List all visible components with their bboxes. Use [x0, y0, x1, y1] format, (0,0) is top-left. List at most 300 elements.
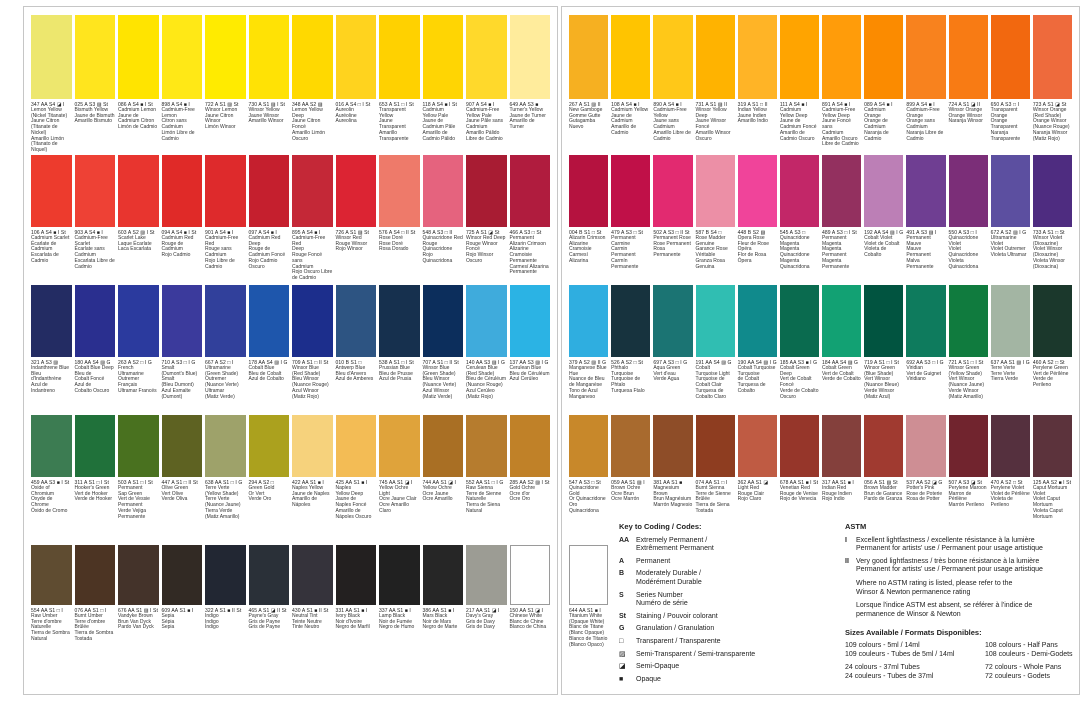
swatch-code: 609 AA S1 ■ I [161, 608, 194, 614]
chart-page-left [23, 6, 558, 695]
swatch-name-line: Carmesí Alizarina [569, 252, 589, 264]
swatch-name-line: (Matiz Verde) [422, 393, 453, 400]
swatch-name-line: Azul de Indantreno [31, 382, 55, 394]
colour-swatch [118, 545, 159, 605]
swatch-name-line: Aureolina [335, 118, 357, 125]
swatch-cell [336, 155, 377, 282]
swatch-name-line: Violeta de Cobalto [864, 246, 887, 259]
swatch-name-line: Vert Olive [161, 490, 184, 497]
colour-swatch [780, 155, 819, 227]
colour-swatch [696, 155, 735, 227]
swatch-name-line: Jaune de [118, 112, 139, 119]
swatch-name-line: Brûlée [695, 496, 710, 503]
swatch-name-line: Amarillo Pálido [466, 129, 500, 136]
swatch-code: 322 A S1 ■ II St [205, 608, 242, 614]
swatch-name-line: Rouge Clair [737, 490, 765, 497]
swatch-name-line: Cerulean Blue [466, 365, 498, 371]
swatch-name-line: Cobalt Green [822, 365, 852, 371]
swatch-name-line: Amarillo de Nápoles [292, 496, 318, 509]
swatch-name-line: Pardo de Granza [864, 496, 903, 503]
swatch-cell [118, 155, 159, 282]
swatch-name-line: (Nuance Rouge) [466, 382, 503, 389]
swatch-name-line: Jaune de Bismuth [74, 112, 115, 119]
swatch-name-line: Manganeso [569, 393, 596, 400]
swatch-cell [864, 155, 903, 270]
swatch-cell [653, 285, 692, 400]
swatch-name-line: Light Red [737, 485, 760, 491]
swatch-name-line: Aureolin [335, 107, 354, 113]
swatch-code: 425 AA S1 ■ I [335, 480, 368, 486]
swatch-name-line: Hooker's Green [74, 485, 110, 491]
swatch-name-line: Brown Ochre [611, 485, 641, 491]
swatch-cell [510, 285, 551, 400]
swatch-name-line: Rouge Foncé sans [292, 252, 323, 264]
colour-swatch [466, 545, 507, 605]
swatch-name-line: Verde de Cobalto [822, 376, 861, 383]
swatch-name-line: (Matiz Azul) [864, 393, 891, 400]
swatch-name-line: Permanent [509, 235, 534, 241]
swatch-name-line: Bleu d'Anvers [335, 370, 367, 377]
colour-swatch [249, 415, 290, 477]
swatch-name-line: Lemon Yellow Deep [292, 107, 323, 119]
swatch-code: 538 A S1 □ I St [379, 360, 414, 366]
swatch-name-line: Carmin Permanent [611, 246, 636, 259]
swatch-name-line: Yellow Deep [335, 490, 364, 497]
swatch-name-line: Escarlata de [31, 252, 59, 259]
chart-page-right [561, 6, 1080, 695]
colour-swatch [906, 415, 945, 477]
swatch-name-line: Rojo Cadmio [161, 252, 191, 259]
swatch-name-line: Granza Rosa [695, 257, 725, 264]
swatch-name-line: Rojo Claro [737, 496, 762, 503]
swatch-name-line: Terre de Sienne [695, 490, 731, 497]
swatch-name-line: Pardo Van Dyck [118, 624, 154, 631]
swatch-name-line: Cadmium [292, 263, 314, 270]
swatch-name-line: Cadmium-Free [466, 107, 500, 113]
swatch-name-line: Payne's Gray [248, 613, 279, 619]
colour-swatch [738, 155, 777, 227]
swatch-name-line: Bleu de [74, 370, 92, 377]
swatch-name-line: Cadmium [906, 124, 928, 131]
swatch-name-line: Orange Transparent [990, 118, 1018, 131]
swatch-name-line: Noir de Fumée [379, 618, 413, 625]
swatch-code: 460 A S2 □ St [1032, 360, 1065, 366]
swatch-name-line: Cadmium [779, 107, 802, 113]
swatch-name-line: Vert de Cobalt [779, 376, 812, 383]
swatch-code: 347 AA S4 ◪ I [31, 102, 65, 108]
colour-swatch [1033, 415, 1072, 477]
swatch-name-line: Caput Mortuum [1032, 485, 1068, 491]
colour-swatch [162, 15, 203, 99]
swatch-name-line: Opera Rose [737, 235, 765, 241]
swatch-name-line: Viridiano [906, 376, 926, 383]
legend-symbol: St [619, 612, 626, 620]
swatch-name-line: Verde Oro [248, 496, 272, 503]
swatch-name-line: Cobalt Foncé [74, 376, 105, 383]
swatch-name-line: Brun Magnésium [653, 496, 692, 503]
swatch-name-line: (Dioxacina) [1032, 263, 1059, 270]
swatch-code: 667 A S2 □ I [205, 360, 234, 366]
swatch-name-line: Violet Winsor [1032, 246, 1063, 253]
swatch-name-line: Rosa de Potter [906, 496, 940, 503]
swatch-code: 491 A S3 ▨ I [906, 230, 937, 236]
swatch-name-line: Orange Winsor [1032, 118, 1067, 125]
swatch-name-line: Bleu de Cobalt [248, 370, 282, 377]
swatch-cell [379, 15, 420, 154]
swatch-code: 548 A S3 □ II [422, 230, 453, 236]
swatch-name-line: Cadmio [205, 263, 223, 270]
swatch-code: 016 A S4 □ I St [335, 102, 371, 108]
swatch-name-line: Terre Verte [205, 485, 230, 491]
swatch-name-line: (Nuance Rouge) [292, 382, 329, 389]
colour-swatch [569, 155, 608, 227]
swatch-name-line: Violet de Cobalt [864, 240, 900, 247]
swatch-name-line: Naples [335, 485, 352, 491]
swatch-name-line: Amarillo de Cadmio [611, 124, 637, 136]
swatch-name-line: Vert de Périlène [1032, 370, 1069, 377]
swatch-cell [31, 155, 72, 282]
swatch-cell [611, 415, 650, 520]
swatch-name-line: (Red Shade) [1032, 112, 1062, 119]
swatch-cell [336, 285, 377, 400]
legend-symbol: B [619, 570, 625, 578]
swatch-name-line: Yellow Deep [779, 112, 808, 119]
swatch-cell [611, 155, 650, 270]
swatch-name-line: Yellow Deep [822, 112, 850, 119]
swatch-name-line: Or Quinacridone [569, 496, 606, 503]
swatch-name-line: Rojo Cadmio [248, 257, 278, 264]
swatch-name-line: Lemon Yellow [31, 107, 62, 113]
swatch-name-line: Scarlet Lake [118, 235, 146, 241]
swatch-name-line: Cadmium [205, 252, 227, 259]
swatch-name-line: Tono de Azul [569, 387, 598, 394]
swatch-name-line: Quinacridone Violet [948, 235, 979, 247]
swatch-code: 125 AA S2 ■ I St [1032, 480, 1072, 486]
colour-swatch [336, 285, 377, 357]
swatch-name-line: Gris de Davy [466, 618, 495, 625]
swatch-cell [162, 285, 203, 400]
swatch-cell [696, 415, 735, 520]
colour-swatch [31, 285, 72, 357]
swatch-name-line: de Manganèse [569, 382, 603, 389]
swatch-cell [738, 415, 777, 520]
swatch-name-line: (Dioxazine) [1032, 240, 1059, 247]
swatch-name-line: (Matiz Rojo) [292, 393, 319, 400]
swatch-name-line: Smalt [161, 365, 175, 371]
swatch-name-line: (Titanato de Níquel) [31, 141, 58, 153]
legend-item [845, 537, 1077, 554]
swatch-name-line: Oscuro [779, 393, 796, 400]
swatch-name-line: Ocre Brun [611, 490, 634, 497]
swatch-code: 724 A S1 ◪ II [948, 102, 981, 108]
swatch-name-line: Verde de Perileno [1032, 376, 1053, 389]
swatch-code: 466 A S3 □ St [509, 230, 542, 236]
swatch-name-line: Bleu de Prusse [379, 370, 413, 377]
legend-symbol: G [619, 625, 625, 633]
swatch-name-line: Tierra de Siena [695, 502, 730, 509]
colour-swatch [906, 285, 945, 357]
swatch-cell [696, 285, 735, 400]
swatch-name-line: Gold Ochre [509, 485, 536, 491]
swatch-name-line: Potter's Pink [906, 485, 935, 491]
colour-swatch [75, 545, 116, 605]
swatch-name-line: Jaune de Turner [509, 112, 546, 119]
swatch-name-line: (Nuance Verte) [205, 382, 239, 389]
swatch-name-line: Jaune Winsor [248, 112, 280, 119]
swatch-name-line: Écarlate de [31, 240, 57, 247]
swatch-name-line: Teinte Neutre [292, 618, 322, 625]
swatch-cell [118, 285, 159, 400]
colour-swatch [864, 415, 903, 477]
swatch-cell [1033, 155, 1072, 270]
swatch-name-line: Cadmium Citron [118, 118, 155, 125]
colour-swatch [510, 15, 551, 99]
swatch-code: 185 AA S3 ■ I G [779, 360, 818, 366]
legend-symbol: II [845, 557, 849, 565]
colour-swatch [738, 415, 777, 477]
swatch-name-line: (Dumont) [161, 393, 183, 400]
swatch-cell [569, 15, 608, 148]
swatch-name-line: Cadmium-Free [161, 107, 195, 113]
swatch-code: 331 AA S1 ■ I [335, 608, 368, 614]
colour-swatch [336, 415, 377, 477]
colour-swatch [118, 155, 159, 227]
swatch-cell [696, 15, 735, 148]
swatch-name-line: Sépia [161, 618, 175, 625]
colour-swatch [205, 155, 246, 227]
legend-symbol: ◪ [619, 663, 626, 671]
swatch-code: 503 A S1 □ I St [118, 480, 153, 486]
swatch-name-line: Nápoles Oscuro [335, 513, 372, 520]
swatch-name-line: Venetian Red [779, 485, 810, 491]
swatch-code: 089 A S4 ■ I [864, 102, 893, 108]
sizes-entry: 108 colours - Half Pans 108 couleurs - Demi-Godets [985, 641, 1073, 658]
swatch-name-line: Auréoline [335, 112, 357, 119]
swatch-name-line: Gris de Payne [248, 618, 281, 625]
swatch-cell [379, 415, 420, 520]
swatch-name-line: Amarillo de Turner [509, 118, 535, 131]
swatch-name-line: Cadmium-Free [653, 107, 687, 113]
swatch-name-line: Transparent Orange [990, 107, 1018, 119]
swatch-name-line: Terre Verte [990, 370, 1016, 377]
colour-swatch [696, 285, 735, 357]
swatch-row [569, 415, 1072, 520]
swatch-name-line: Cobalt Turquoise [737, 365, 776, 371]
swatch-code: 137 AA S3 ▨ I G [509, 360, 549, 366]
swatch-cell [249, 415, 290, 520]
swatch-name-line: Turquesa de [737, 382, 766, 389]
colour-swatch [423, 415, 464, 477]
swatch-name-line: Cobalto [737, 387, 755, 394]
swatch-cell [292, 285, 333, 400]
colour-swatch [822, 415, 861, 477]
swatch-name-line: Amarillo Winsor [695, 129, 731, 136]
swatch-name-line: Negro de Humo [379, 624, 415, 631]
swatch-name-line: Ocre Amarillo Claro [379, 502, 410, 514]
swatch-name-line: Cadmium Lemon [118, 107, 157, 113]
swatch-cell [31, 415, 72, 520]
swatch-name-line: Vert de Cobalt [822, 370, 854, 377]
legend-text: Moderately Durable / Modérément Durable [636, 570, 702, 586]
swatch-code: 479 A S3 □ St [611, 230, 643, 236]
swatch-name-line: Cadmium [161, 124, 183, 131]
swatch-name-line: Vandyke Brown [118, 613, 153, 619]
swatch-name-line: Oscuro [466, 257, 483, 264]
swatch-name-line: Rouge [422, 240, 438, 247]
swatch-name-line: Naples Foncé [335, 502, 367, 509]
legend-symbol: I [845, 536, 847, 544]
swatch-cell [991, 285, 1030, 400]
colour-swatch [75, 155, 116, 227]
swatch-name-line: Winsor Red [335, 235, 362, 241]
swatch-name-line: Magnesium Brown [653, 485, 680, 497]
swatch-cell [205, 155, 246, 282]
swatch-name-line: Rose de Poterie [906, 490, 943, 497]
legend-item [619, 570, 837, 587]
swatch-name-line: Jaune Citron Foncé [292, 118, 321, 131]
swatch-name-line: Libre de Cadmio [466, 135, 503, 142]
swatch-name-line: (Nuance Jaune) [205, 502, 241, 509]
swatch-name-line: Indigo [205, 618, 219, 625]
swatch-name-line: Azul Esmalte [161, 387, 191, 394]
swatch-name-line: Azul Cerúleo [466, 387, 495, 394]
swatch-name-line: Chinese White [509, 613, 543, 619]
swatch-name-line: Gomme Gutte [569, 112, 601, 119]
sizes-title: Sizes Available / Formats Disponibles: [845, 628, 982, 638]
swatch-name-line: Smalt [161, 376, 175, 383]
astm-title: ASTM [845, 522, 867, 531]
swatch-name-line: Marron de Périlène [948, 490, 972, 503]
swatch-cell [510, 545, 551, 643]
swatch-name-line: Permanent Carmine [611, 235, 636, 247]
swatch-code: 676 AA S1 ▨ I St [118, 608, 158, 614]
colour-swatch [510, 155, 551, 227]
swatch-name-line: (Bleu Dumont) [161, 382, 194, 389]
swatch-code: 637 AA S1 ▨ I G [990, 360, 1030, 366]
swatch-cell [249, 155, 290, 282]
colour-swatch [780, 415, 819, 477]
swatch-cell [864, 415, 903, 520]
swatch-code: 489 A S3 □ I St [822, 230, 857, 236]
swatch-cell [423, 155, 464, 282]
colour-swatch [466, 285, 507, 357]
swatch-cell [75, 155, 116, 282]
swatch-code: 285 AA S2 ▨ I St [509, 480, 550, 486]
swatch-cell [205, 545, 246, 643]
swatch-code: 507 A S3 ◪ St [948, 480, 983, 486]
swatch-name-line: Cobalto Oscuro [74, 387, 110, 394]
swatch-cell [336, 545, 377, 643]
swatch-name-line: Turquoise [737, 370, 760, 377]
swatch-name-line: Marrón Perileno [948, 502, 985, 509]
colour-swatch [822, 15, 861, 99]
swatch-name-line: Outremer Français [118, 376, 140, 389]
swatch-name-line: Turquoise de [695, 376, 725, 383]
swatch-name-line: Prussian Blue [379, 365, 410, 371]
swatch-name-line: Cadmium [422, 107, 444, 113]
swatch-name-line: Violeta de Perileno [990, 496, 1013, 509]
swatch-name-line: Garance Rose [695, 246, 728, 253]
swatch-name-line: Rouge de [248, 246, 271, 253]
swatch-name-line: Jaune Pâle sans [466, 118, 503, 125]
colour-swatch [569, 545, 608, 605]
swatch-name-line: Violet [1032, 490, 1046, 497]
swatch-name-line: Magenta [822, 257, 842, 264]
astm-items-list [845, 537, 1077, 575]
swatch-name-line: Vert Winsor [948, 376, 975, 383]
swatch-code: 386 AA S1 ■ I [422, 608, 455, 614]
swatch-name-line: Magenta [779, 246, 800, 253]
swatch-code: 106 A S4 ■ I St [31, 230, 66, 236]
swatch-code: 576 A S4 □ II St [379, 230, 416, 236]
key-to-coding-section [619, 523, 837, 688]
swatch-cell [822, 285, 861, 400]
legend-text: Granulation / Granulation [636, 625, 715, 633]
colour-swatch [949, 285, 988, 357]
swatch-code: 692 AA S3 □ I G [906, 360, 944, 366]
swatch-cell [822, 15, 861, 148]
swatch-name-line: Cadmium-Free [906, 107, 940, 113]
swatch-name-line: Cadmium [864, 124, 886, 131]
swatch-name-line: Blanc de Titane [569, 624, 604, 631]
swatch-name-line: Lamp Black [379, 613, 406, 619]
colour-swatch [249, 545, 290, 605]
swatch-name-line: Cobalt Green Deep [779, 365, 810, 377]
swatch-name-line: Quinacridone [948, 252, 979, 259]
legend-item [619, 558, 837, 567]
colour-swatch [249, 155, 290, 227]
colour-swatch [162, 415, 203, 477]
swatch-name-line: Mars Black [422, 613, 448, 619]
swatch-name-line: Ocre d'or [509, 490, 530, 497]
colour-swatch [611, 155, 650, 227]
swatch-cell [423, 15, 464, 154]
swatch-name-line: Winsor Lemon [205, 107, 238, 113]
swatch-name-line: Rojo de Venecia [779, 496, 817, 503]
swatch-name-line: Quinacridona [779, 263, 810, 270]
swatch-name-line: Oxyde de Chrome [31, 496, 53, 509]
swatch-cell [75, 415, 116, 520]
legend-item [619, 537, 837, 554]
swatch-cell [336, 15, 377, 154]
swatch-row [31, 15, 550, 154]
legend-symbol: □ [619, 637, 624, 645]
swatch-name-line: Flor de Rosa Ópera [737, 252, 767, 264]
swatch-name-line: Noir de Mars [422, 618, 452, 625]
swatch-cell [1033, 15, 1072, 148]
colour-swatch [510, 545, 551, 605]
swatch-cell [162, 155, 203, 282]
colour-swatch [569, 285, 608, 357]
colour-swatch [569, 415, 608, 477]
swatch-name-line: Winsor Green [864, 365, 895, 371]
swatch-name-line: Terre Verte [205, 496, 230, 503]
swatch-cell [379, 155, 420, 282]
swatch-cell [738, 155, 777, 270]
swatch-cell [653, 415, 692, 520]
swatch-name-line: Terre de Sienne [466, 490, 502, 497]
swatch-name-line: Ocre Amarillo [422, 496, 453, 503]
swatch-code: 722 A S1 ▨ St [205, 102, 239, 108]
swatch-cell [949, 415, 988, 520]
swatch-cell [118, 545, 159, 643]
swatch-name-line: Cadmio [906, 135, 924, 142]
legend-symbol: ■ [619, 675, 624, 683]
colour-swatch [75, 15, 116, 99]
swatch-name-line: Tierra Verde [990, 376, 1018, 383]
swatch-name-line: Rojo Libre de [205, 257, 235, 264]
swatch-name-line: Cobalto Claro [695, 393, 727, 400]
